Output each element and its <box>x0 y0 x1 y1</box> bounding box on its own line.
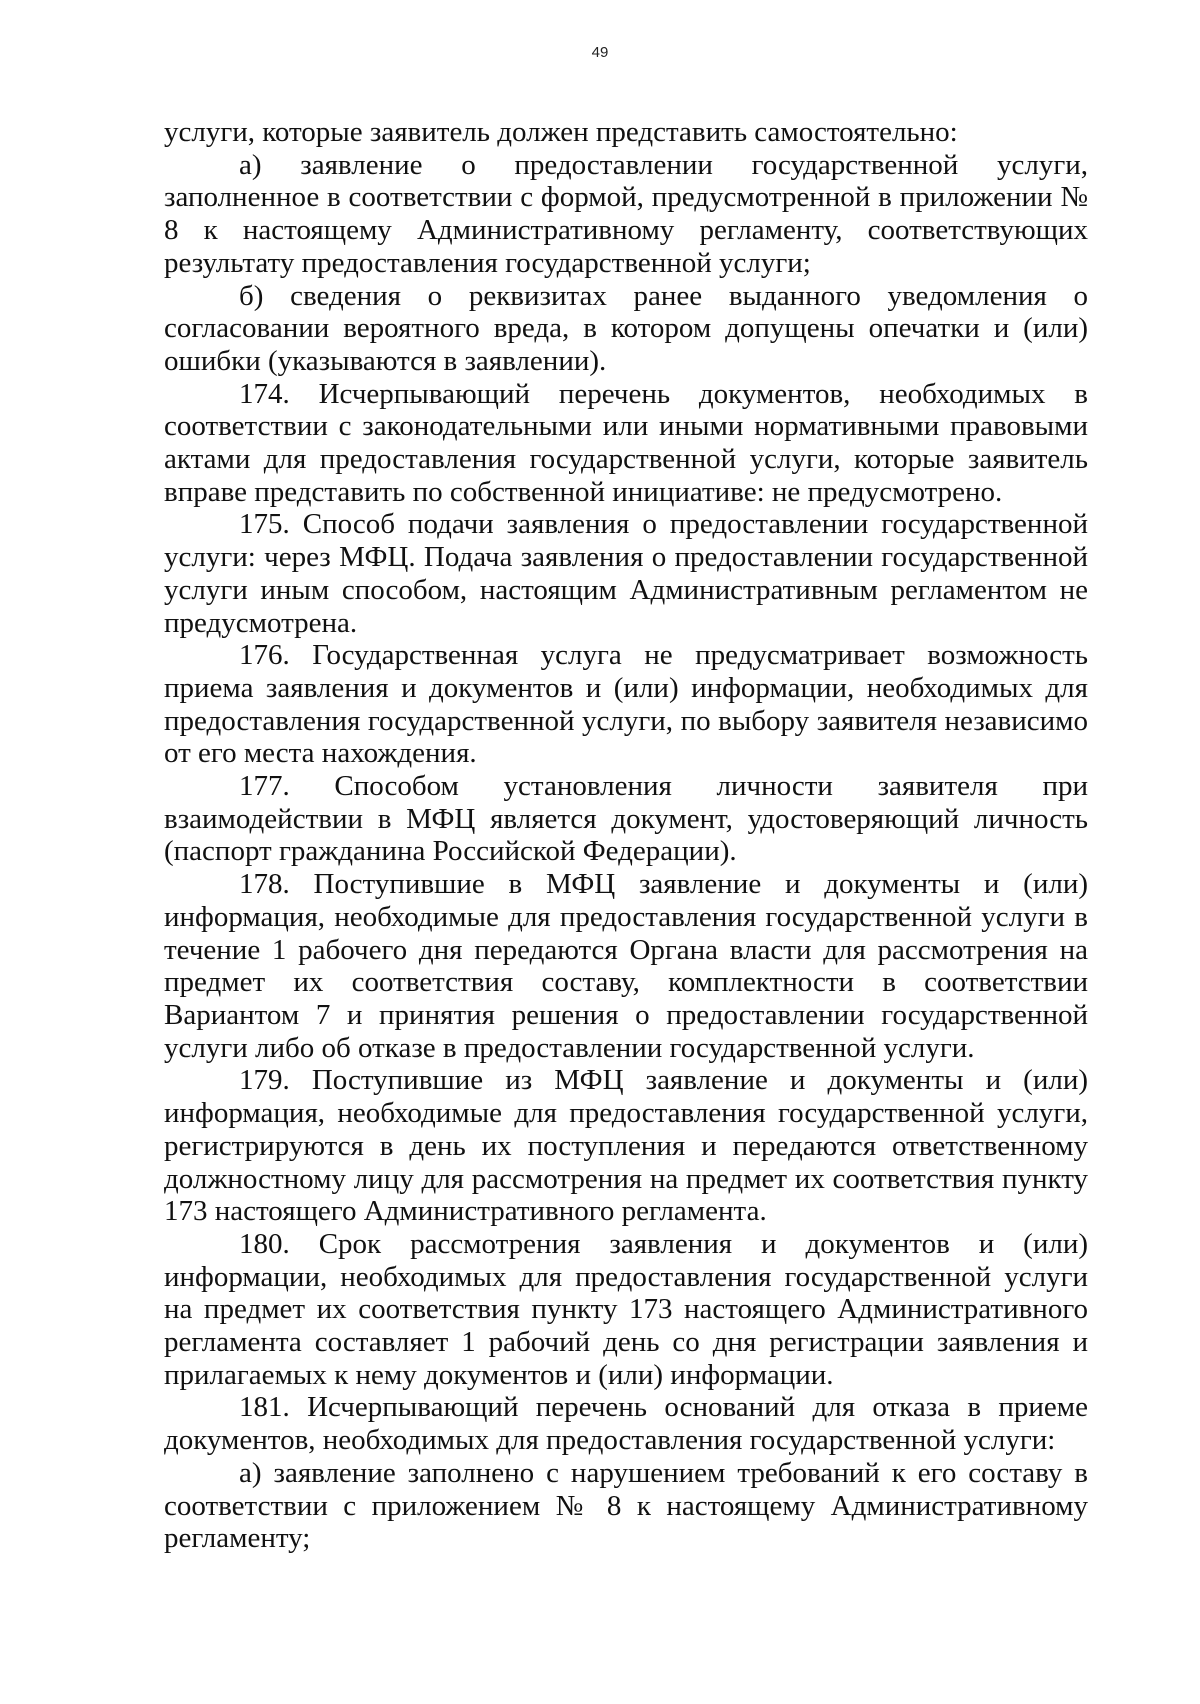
paragraph-174: 174. Исчерпывающий перечень документов, необходимых в соответствии с законодательными или иными нормативными правовыми актами для предоставления государственной услуги, которые заявитель вправе представить по собственной инициативе: не предусмотрено. <box>164 377 1088 508</box>
paragraph-177: 177. Способом установления личности заявителя при взаимодействии в МФЦ является документ, удостоверяющий личность (паспорт гражданина Российской Федерации). <box>164 770 1088 868</box>
paragraph-item-a: а) заявление о предоставлении государственной услуги, заполненное в соответствии с формой, предусмотренной в приложении № 8 к настоящему Административному регламенту, соответствующих результату предоставления государственной услуги; <box>164 148 1088 279</box>
paragraph-175: 175. Способ подачи заявления о предоставлении государственной услуги: через МФЦ. Подача заявления о предоставлении государственной услуги иным способом, настоящим Административным регламентом не предусмотрена. <box>164 508 1088 639</box>
paragraph-181-item-a: а) заявление заполнено с нарушением требований к его составу в соответствии с приложением № 8 к настоящему Административному регламенту; <box>164 1456 1088 1555</box>
paragraph-181: 181. Исчерпывающий перечень оснований для отказа в приеме документов, необходимых для предоставления государственной услуги: <box>164 1391 1088 1457</box>
page-number: 49 <box>591 44 609 61</box>
document-body <box>164 116 1088 1555</box>
paragraph-178: 178. Поступившие в МФЦ заявление и документы и (или) информация, необходимые для предоставления государственной услуги в течение 1 рабочего дня передаются Органа власти для рассмотрения на предмет их соответствия составу, комплектности в соответствии Вариантом 7 и принятия решения о предоставлении государственной услуги либо об отказе в предоставлении государственной услуги. <box>164 868 1088 1064</box>
paragraph-continuation: услуги, которые заявитель должен представить самостоятельно: <box>164 116 958 148</box>
paragraph-176: 176. Государственная услуга не предусматривает возможность приема заявления и документов и (или) информации, необходимых для предоставления государственной услуги, по выбору заявителя независимо от его места нахождения. <box>164 639 1088 770</box>
paragraph-item-b: б) сведения о реквизитах ранее выданного уведомления о согласовании вероятного вреда, в котором допущены опечатки и (или) ошибки (указываются в заявлении). <box>164 279 1088 377</box>
paragraph-179: 179. Поступившие из МФЦ заявление и документы и (или) информация, необходимые для предоставления государственной услуги, регистрируются в день их поступления и передаются ответственному должностному лицу для рассмотрения на предмет их соответствия пункту 173 настоящего Административного регламента. <box>164 1064 1088 1228</box>
paragraph-180: 180. Срок рассмотрения заявления и документов и (или) информации, необходимых для предоставления государственной услуги на предмет их соответствия пункту 173 настоящего Административного регламента составляет 1 рабочий день со дня регистрации заявления и прилагаемых к нему документов и (или) информации. <box>164 1227 1088 1391</box>
